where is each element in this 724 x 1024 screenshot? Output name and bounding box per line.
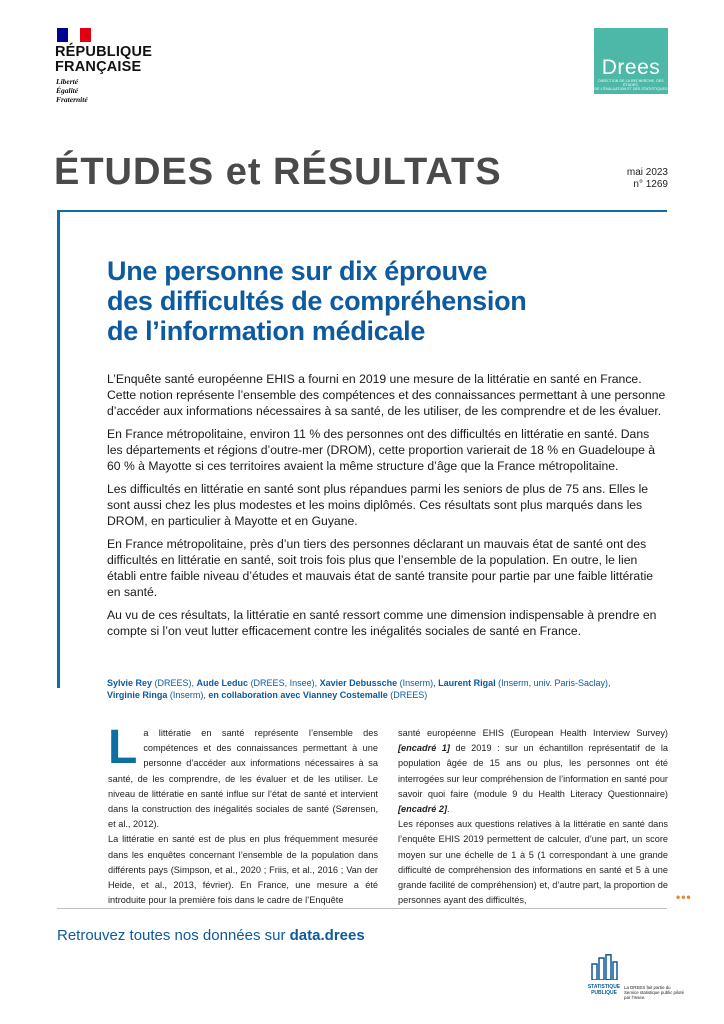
issue-date: mai 2023	[626, 167, 668, 178]
abstract	[107, 371, 667, 646]
dropcap: L	[108, 721, 138, 774]
abstract-paragraph: En France métropolitaine, près d’un tiers des personnes déclarant un mauvais état de santé ont des difficultés en littératie en santé, soit trois fois plus que l’ensemble de la population. En outre, le lien établi entre faible niveau d’études et mauvais état de santé transite pour partie par une faible littératie en santé.	[107, 537, 654, 599]
drees-logo-word: Drees	[601, 56, 661, 79]
frame-top-rule	[57, 210, 667, 212]
abstract-paragraph: Les difficultés en littératie en santé sont plus répandues parmi les seniors de plus de 75 ans. Elles le sont aussi chez les plus modestes et les moins diplômés. Ces résultats sont plus marqués dans les DROM, en particulier à Mayotte et en Guyane.	[107, 482, 649, 528]
footer-divider	[57, 908, 667, 909]
statistique-publique-icon	[590, 954, 618, 980]
continued-dots-icon: •••	[676, 890, 692, 904]
body-column-right	[398, 726, 668, 908]
footer-data-link[interactable]: Retrouvez toutes nos données sur data.drees	[57, 927, 365, 944]
page-title: Une personne sur dix éprouve des difficultés de compréhension de l’information médicale	[107, 256, 527, 346]
rf-flag	[57, 28, 91, 42]
ssp-notice: La DREES fait partie du Service statistique public piloté par l’Insee.	[624, 985, 685, 1001]
issue-info	[627, 167, 668, 191]
rf-motto: Liberté Égalité Fraternité	[56, 77, 88, 104]
box-reference-link[interactable]: [encadré 2]	[398, 804, 448, 815]
body-paragraph: santé européenne EHIS (European Health Interview Survey) [encadré 1] de 2019 : sur un échantillon représentatif de la population âgée de 15 ans ou plus, les personnes ont été interrogées sur leur compréhension de l’information en santé pour savoir quoi faire (module 9 du Health Literacy Questionnaire) [encadré 2].	[398, 728, 668, 815]
body-paragraph: Les réponses aux questions relatives à la littératie en santé dans l’enquête EHIS 2019 permettent de calculer, d’une part, un score moyen sur une échelle de 1 à 5 (1 correspondant à une grande difficulté de compréhension des informations en santé et 5 à une grande facilité de compréhension) et, d’autre part, la proportion de personnes ayant des difficultés,	[398, 819, 668, 906]
box-reference-link[interactable]: [encadré 1]	[398, 743, 450, 754]
rf-logo-title: RÉPUBLIQUE FRANÇAISE	[55, 44, 153, 75]
body-paragraph: La littératie en santé représente l’ensemble des compétences et des connaissances permettant à une personne d’accéder aux informations nécessaires à sa santé, de les comprendre, de les évaluer et de les utiliser. Le niveau de littératie en santé influe sur l’état de santé et intervient dans la construction des inégalités sociales de santé (Sørensen, et al., 2012).	[108, 721, 378, 830]
authors: Sylvie Rey (DREES), Aude Leduc (DREES, Insee), Xavier Debussche (Inserm), Laurent Rigal (Inserm, univ. Paris-Saclay), Virginie Ringa (Inserm), en collaboration avec Vianney Costemalle (DREES)	[107, 678, 611, 700]
abstract-paragraph: En France métropolitaine, environ 11 % des personnes ont des difficultés en littératie en santé. Dans les départements et régions d’outre-mer (DROM), cette proportion varierait de 18 % en Guadeloupe à 60 % à Mayotte si ces territoires avaient la même structure d’âge que la France métropolitaine.	[107, 427, 656, 473]
issue-number: n° 1269	[633, 179, 668, 190]
statistique-publique-label: STATISTIQUE PUBLIQUE	[587, 984, 621, 996]
body-paragraph: La littératie en santé est de plus en plus fréquemment mesurée dans les enquêtes concernant l’ensemble de la population dans différents pays (Simpson, et al., 2020 ; Friis, et al., 2016 ; Van der Heide, et al., 2013, février). En France, une mesure a été introduite pour la première fois dans le cadre de l’Enquête	[108, 834, 378, 906]
drees-logo-tagline: DIRECTION DE LA RECHERCHE, DES ÉTUDES, DE L'ÉVALUATION ET DES STATISTIQUES	[594, 79, 668, 91]
frame-left-rule	[57, 210, 60, 688]
series-title: ÉTUDES et RÉSULTATS	[54, 151, 502, 193]
abstract-paragraph: L’Enquête santé européenne EHIS a fourni en 2019 une mesure de la littératie en santé en France. Cette notion représente l’ensemble des compétences et des connaissances permettant à une personne d’accéder aux informations nécessaires à sa santé, de les utiliser, de les comprendre et de les évaluer.	[107, 372, 666, 418]
abstract-paragraph: Au vu de ces résultats, la littératie en santé ressort comme une dimension indispensable à prendre en compte si l’on veut lutter efficacement contre les inégalités sociales de santé en France.	[107, 608, 657, 638]
body-column-left	[108, 721, 378, 908]
